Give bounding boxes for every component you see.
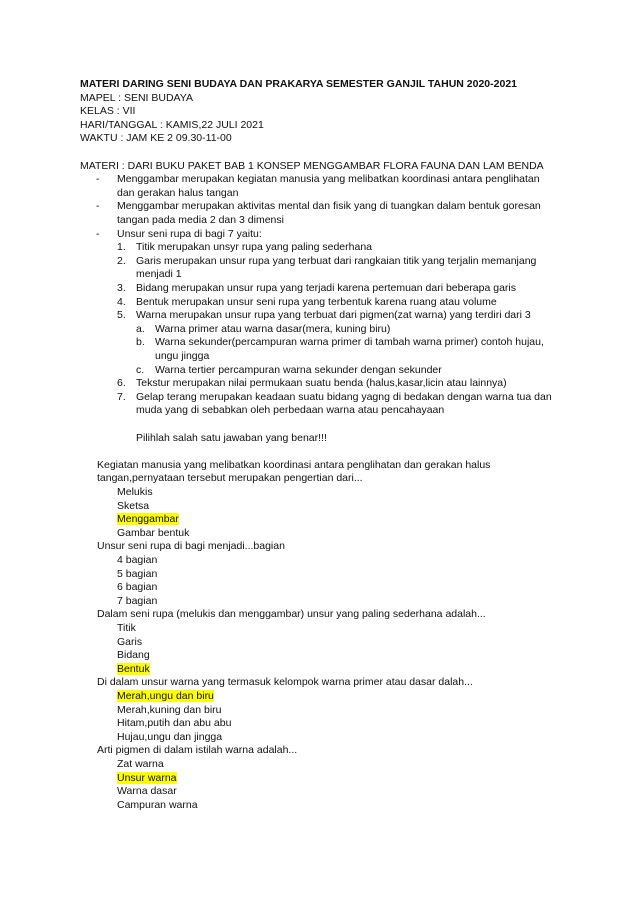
list-item-text: Gelap terang merupakan keadaan suatu bidang yagng di bedakan dengan warna tua dan xyxy=(136,390,552,403)
sublist-item-text: Warna tertier percampuran warna sekunder dengan sekunder xyxy=(155,363,442,376)
answer-option: Hujau,ungu dan jingga xyxy=(117,730,223,743)
list-number: 7. xyxy=(117,390,126,403)
answer-option: 7 bagian xyxy=(117,594,158,607)
list-item-text: muda yang di sebabkan oleh perbedaan warna atau pencahayaan xyxy=(136,404,445,417)
answer-option: Zat warna xyxy=(117,758,164,770)
mapel-line: MAPEL : SENI BUDAYA xyxy=(80,91,194,104)
bullet-text: dan gerakan halus tangan xyxy=(117,186,239,199)
bullet-marker: - xyxy=(96,200,100,213)
bullet-text: Menggambar merupakan aktivitas mental dan fisik yang di tuangkan dalam bentuk goresan xyxy=(117,200,541,213)
question-text: Arti pigmen di dalam istilah warna adalah... xyxy=(97,744,298,757)
list-number: 1. xyxy=(117,241,126,254)
answer-option: 5 bagian xyxy=(117,567,158,580)
list-item-text: Warna merupakan unsur rupa yang terbuat dari pigmen(zat warna) yang terdiri dari 3 xyxy=(136,309,531,322)
list-number: 4. xyxy=(117,295,126,308)
sublist-item-text: Warna primer atau warna dasar(mera, kuning biru) xyxy=(155,322,391,335)
time-line: WAKTU : JAM KE 2 09.30-11-00 xyxy=(80,132,232,145)
answer-option: 6 bagian xyxy=(117,581,158,594)
question-text: tangan,pernyataan tersebut merupakan pengertian dari... xyxy=(97,472,363,485)
bullet-marker: - xyxy=(96,227,100,240)
answer-option: Warna dasar xyxy=(117,785,177,798)
list-item-text: Titik merupakan unsyr rupa yang paling sederhana xyxy=(136,241,372,254)
answer-option-highlighted: Merah,ungu dan biru xyxy=(117,690,214,702)
list-number: 2. xyxy=(117,254,126,267)
list-item-text: Tekstur merupakan nilai permukaan suatu benda (halus,kasar,licin atau lainnya) xyxy=(136,377,507,390)
answer-option: 4 bagian xyxy=(117,554,158,566)
sublist-item-text: ungu jingga xyxy=(155,350,210,362)
list-item-text: Bidang merupakan unsur rupa yang terjadi karena pertemuan dari beberapa garis xyxy=(136,282,516,294)
list-item-text: Bentuk merupakan unsur seni rupa yang terbentuk karena ruang atau volume xyxy=(136,295,497,308)
question-text: Dalam seni rupa (melukis dan menggambar) unsur yang paling sederhana adalah... xyxy=(97,608,486,621)
answer-option-highlighted: Bentuk xyxy=(117,662,150,675)
materi-heading: MATERI : DARI BUKU PAKET BAB 1 KONSEP MENGGAMBAR FLORA FAUNA DAN LAM BENDA xyxy=(80,159,544,172)
answer-option: Hitam,putih dan abu abu xyxy=(117,717,232,730)
sublist-item-text: Warna sekunder(percampuran warna primer di tambah warna primer) contoh hujau, xyxy=(155,336,544,349)
list-item-text: Garis merupakan unsur rupa yang terbuat dari rangkaian titik yang terjalin memanjang xyxy=(136,254,537,267)
kelas-line: KELAS : VII xyxy=(80,105,136,118)
answer-option: Melukis xyxy=(117,486,153,498)
question-text: Kegiatan manusia yang melibatkan koordinasi antara penglihatan dan gerakan halus xyxy=(97,458,491,471)
bullet-marker: - xyxy=(96,173,100,186)
list-number: 3. xyxy=(117,282,126,294)
bullet-text: tangan pada media 2 dan 3 dimensi xyxy=(117,214,284,226)
bullet-text: Menggambar merupakan kegiatan manusia yang melibatkan koordinasi antara penglihatan xyxy=(117,173,540,186)
answer-option: Gambar bentuk xyxy=(117,526,190,539)
answer-option: Sketsa xyxy=(117,499,150,512)
sublist-letter: c. xyxy=(136,363,145,376)
page-title: MATERI DARING SENI BUDAYA DAN PRAKARYA SEMESTER GANJIL TAHUN 2020-2021 xyxy=(80,78,518,90)
answer-option: Garis xyxy=(117,635,143,648)
bullet-text: Unsur seni rupa di bagi 7 yaitu: xyxy=(117,227,262,240)
list-number: 5. xyxy=(117,309,126,322)
instruction-text: Pilihlah salah satu jawaban yang benar!!! xyxy=(136,431,327,444)
answer-option: Bidang xyxy=(117,649,150,662)
list-item-text: menjadi 1 xyxy=(136,268,182,281)
answer-option-highlighted: Unsur warna xyxy=(117,771,177,784)
answer-option: Campuran warna xyxy=(117,798,198,811)
answer-option: Merah,kuning dan biru xyxy=(117,703,222,716)
sublist-letter: a. xyxy=(136,322,145,335)
question-text: Di dalam unsur warna yang termasuk kelompok warna primer atau dasar dalah... xyxy=(97,676,473,689)
list-number: 6. xyxy=(117,377,126,390)
answer-option-highlighted: Menggambar xyxy=(117,513,179,526)
question-text: Unsur seni rupa di bagi menjadi...bagian xyxy=(97,540,285,553)
answer-option: Titik xyxy=(117,622,136,634)
date-line: HARI/TANGGAL : KAMIS,22 JULI 2021 xyxy=(80,118,264,131)
sublist-letter: b. xyxy=(136,336,145,349)
